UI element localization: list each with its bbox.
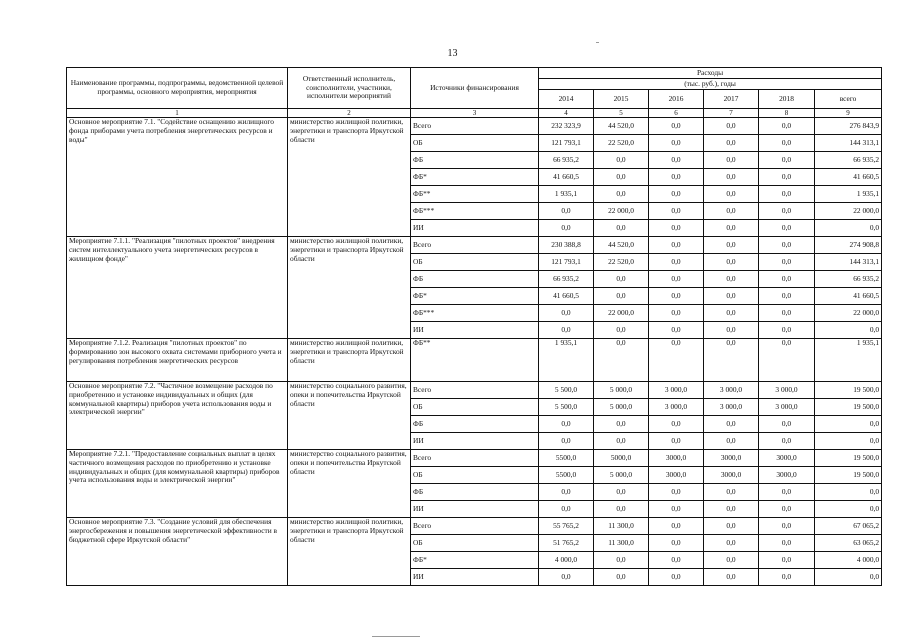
funding-source: ИИ — [411, 220, 539, 237]
funding-source: ФБ** — [411, 186, 539, 203]
year-value: 0,0 — [759, 203, 815, 220]
header-expenses: Расходы — [539, 68, 882, 79]
table-row — [67, 237, 882, 254]
year-value: 0,0 — [649, 569, 704, 586]
year-value: 3000,0 — [649, 467, 704, 484]
year-value: 0,0 — [649, 254, 704, 271]
year-value: 0,0 — [759, 518, 815, 535]
year-value: 0,0 — [704, 254, 759, 271]
year-value: 0,0 — [594, 501, 649, 518]
activity-name: Основное мероприятие 7.1. "Содействие оснащению жилищного фонда приборами учета потребления энергетических ресурсов и воды" — [67, 118, 288, 237]
funding-source: ФБ — [411, 271, 539, 288]
funding-source: ИИ — [411, 322, 539, 339]
total-value: 22 000,0 — [815, 203, 882, 220]
year-value: 0,0 — [539, 203, 594, 220]
year-value: 0,0 — [649, 552, 704, 569]
year-value: 44 520,0 — [594, 237, 649, 254]
year-value: 11 300,0 — [594, 518, 649, 535]
header-source: Источники финансирования — [411, 68, 539, 109]
year-value: 0,0 — [594, 484, 649, 501]
year-value: 0,0 — [594, 271, 649, 288]
year-value: 0,0 — [704, 152, 759, 169]
column-index: 1 — [67, 109, 288, 118]
year-value: 0,0 — [704, 186, 759, 203]
year-value: 3 000,0 — [649, 399, 704, 416]
year-value: 0,0 — [704, 288, 759, 305]
year-value: 22 520,0 — [594, 254, 649, 271]
year-value: 0,0 — [539, 501, 594, 518]
year-value: 0,0 — [759, 339, 815, 382]
year-value: 0,0 — [759, 484, 815, 501]
total-value: 19 500,0 — [815, 399, 882, 416]
year-value: 0,0 — [759, 552, 815, 569]
year-value: 0,0 — [759, 186, 815, 203]
total-value: 67 065,2 — [815, 518, 882, 535]
year-value: 41 660,5 — [539, 169, 594, 186]
year-value: 0,0 — [594, 569, 649, 586]
total-value: 1 935,1 — [815, 186, 882, 203]
funding-source: ФБ* — [411, 169, 539, 186]
total-value: 274 908,8 — [815, 237, 882, 254]
expenses-table — [66, 67, 882, 586]
year-value: 3000,0 — [704, 467, 759, 484]
year-value: 0,0 — [704, 535, 759, 552]
total-value: 22 000,0 — [815, 305, 882, 322]
year-value: 55 765,2 — [539, 518, 594, 535]
activity-name: Основное мероприятие 7.2. "Частичное возмещение расходов по приобретению и установке индивидуальных и общих (для коммунальной квартиры) приборов учета использования воды и электрической энергии" — [67, 382, 288, 450]
total-value: 1 935,1 — [815, 339, 882, 382]
year-value: 0,0 — [704, 169, 759, 186]
total-value: 0,0 — [815, 416, 882, 433]
year-value: 5 000,0 — [594, 467, 649, 484]
funding-source: ФБ* — [411, 552, 539, 569]
funding-source: ОБ — [411, 535, 539, 552]
year-value: 5500,0 — [539, 467, 594, 484]
total-value: 0,0 — [815, 484, 882, 501]
funding-source: ОБ — [411, 467, 539, 484]
activity-name: Мероприятие 7.1.1. "Реализация "пилотных проектов" внедрения систем интеллектуального учета энергетических ресурсов в жилищном фонде" — [67, 237, 288, 339]
year-value: 0,0 — [594, 322, 649, 339]
header-executor: Ответственный исполнитель, соисполнители, участники, исполнители мероприятий — [288, 68, 411, 109]
year-value: 66 935,2 — [539, 271, 594, 288]
year-value: 0,0 — [649, 339, 704, 382]
year-value: 51 765,2 — [539, 535, 594, 552]
year-value: 0,0 — [704, 271, 759, 288]
year-value: 0,0 — [704, 237, 759, 254]
executor-name: министерство социального развития, опеки и попечительства Иркутской области — [288, 450, 411, 518]
total-value: 276 843,9 — [815, 118, 882, 135]
year-value: 1 935,1 — [539, 339, 594, 382]
year-value: 0,0 — [594, 416, 649, 433]
year-value: 0,0 — [704, 484, 759, 501]
total-value: 0,0 — [815, 433, 882, 450]
year-value: 0,0 — [759, 288, 815, 305]
funding-source: ФБ** — [411, 339, 539, 382]
year-value: 0,0 — [759, 535, 815, 552]
year-value: 44 520,0 — [594, 118, 649, 135]
year-value: 0,0 — [649, 152, 704, 169]
table-row — [67, 118, 882, 135]
funding-source: ИИ — [411, 569, 539, 586]
funding-source: ФБ*** — [411, 305, 539, 322]
year-value: 0,0 — [704, 552, 759, 569]
executor-name: министерство жилищной политики, энергетики и транспорта Иркутской области — [288, 237, 411, 339]
total-value: 66 935,2 — [815, 271, 882, 288]
year-value: 5500,0 — [539, 450, 594, 467]
funding-source: ИИ — [411, 433, 539, 450]
year-value: 0,0 — [539, 433, 594, 450]
year-value: 4 000,0 — [539, 552, 594, 569]
year-value: 66 935,2 — [539, 152, 594, 169]
year-value: 0,0 — [704, 203, 759, 220]
funding-source: ФБ — [411, 416, 539, 433]
header-units: (тыс. руб.), годы — [539, 79, 882, 90]
year-value: 22 520,0 — [594, 135, 649, 152]
year-value: 0,0 — [649, 237, 704, 254]
year-value: 0,0 — [649, 305, 704, 322]
year-value: 0,0 — [759, 169, 815, 186]
total-value: 4 000,0 — [815, 552, 882, 569]
scan-mark — [596, 42, 599, 43]
funding-source: ФБ — [411, 152, 539, 169]
year-value: 0,0 — [649, 518, 704, 535]
total-value: 144 313,1 — [815, 254, 882, 271]
year-value: 0,0 — [649, 501, 704, 518]
year-value: 0,0 — [539, 416, 594, 433]
year-value: 11 300,0 — [594, 535, 649, 552]
year-value: 3 000,0 — [704, 399, 759, 416]
table-row — [67, 382, 882, 399]
year-value: 0,0 — [539, 220, 594, 237]
table-row — [67, 518, 882, 535]
year-value: 3000,0 — [704, 450, 759, 467]
scan-mark — [372, 636, 420, 637]
year-value: 0,0 — [759, 135, 815, 152]
table-row — [67, 450, 882, 467]
year-value: 41 660,5 — [539, 288, 594, 305]
year-value: 3000,0 — [649, 450, 704, 467]
year-value: 3000,0 — [759, 467, 815, 484]
total-value: 0,0 — [815, 501, 882, 518]
year-value: 0,0 — [649, 484, 704, 501]
year-value: 121 793,1 — [539, 254, 594, 271]
year-value: 0,0 — [759, 501, 815, 518]
year-value: 121 793,1 — [539, 135, 594, 152]
year-value: 22 000,0 — [594, 203, 649, 220]
year-value: 0,0 — [649, 271, 704, 288]
year-value: 0,0 — [759, 569, 815, 586]
year-value: 0,0 — [539, 484, 594, 501]
year-value: 0,0 — [539, 305, 594, 322]
year-value: 0,0 — [594, 288, 649, 305]
funding-source: ФБ* — [411, 288, 539, 305]
year-value: 5 500,0 — [539, 399, 594, 416]
year-value: 0,0 — [594, 186, 649, 203]
executor-name: министерство жилищной политики, энергетики и транспорта Иркутской области — [288, 118, 411, 237]
column-index: 9 — [815, 109, 882, 118]
funding-source: Всего — [411, 518, 539, 535]
funding-source: Всего — [411, 450, 539, 467]
total-value: 63 065,2 — [815, 535, 882, 552]
year-value: 5 000,0 — [594, 399, 649, 416]
year-value: 0,0 — [539, 569, 594, 586]
column-index: 4 — [539, 109, 594, 118]
table-body — [67, 118, 882, 586]
year-value: 232 323,9 — [539, 118, 594, 135]
year-value: 0,0 — [649, 186, 704, 203]
year-value: 3 000,0 — [759, 382, 815, 399]
year-value: 0,0 — [704, 518, 759, 535]
column-index: 7 — [704, 109, 759, 118]
header-year: 2017 — [704, 90, 759, 109]
year-value: 0,0 — [704, 433, 759, 450]
year-value: 0,0 — [759, 416, 815, 433]
column-index: 2 — [288, 109, 411, 118]
activity-name: Основное мероприятие 7.3. "Создание условий для обеспечения энергосбережения и повышения энергетической эффективности в бюджетной сфере Иркутской области" — [67, 518, 288, 586]
year-value: 0,0 — [704, 416, 759, 433]
year-value: 0,0 — [649, 322, 704, 339]
year-value: 0,0 — [704, 135, 759, 152]
total-value: 19 500,0 — [815, 467, 882, 484]
funding-source: Всего — [411, 382, 539, 399]
year-value: 0,0 — [759, 237, 815, 254]
total-value: 144 313,1 — [815, 135, 882, 152]
funding-source: ФБ — [411, 484, 539, 501]
header-year: 2015 — [594, 90, 649, 109]
year-value: 0,0 — [649, 118, 704, 135]
year-value: 0,0 — [759, 322, 815, 339]
total-value: 41 660,5 — [815, 169, 882, 186]
total-value: 19 500,0 — [815, 450, 882, 467]
year-value: 0,0 — [704, 501, 759, 518]
year-value: 0,0 — [759, 305, 815, 322]
activity-name: Мероприятие 7.1.2. Реализация "пилотных проектов" по формированию зон высокого охвата системами приборного учета и регулирования потребления энергетических ресурсов — [67, 339, 288, 382]
total-value: 66 935,2 — [815, 152, 882, 169]
year-value: 0,0 — [704, 339, 759, 382]
total-value: 0,0 — [815, 322, 882, 339]
year-value: 3 000,0 — [704, 382, 759, 399]
executor-name: министерство жилищной политики, энергетики и транспорта Иркутской области — [288, 339, 411, 382]
year-value: 0,0 — [759, 152, 815, 169]
year-value: 0,0 — [649, 288, 704, 305]
year-value: 0,0 — [594, 152, 649, 169]
funding-source: ОБ — [411, 135, 539, 152]
year-value: 0,0 — [594, 552, 649, 569]
activity-name: Мероприятие 7.2.1. "Предоставление социальных выплат в целях частичного возмещения расходов по приобретению и установке индивидуальных и общих (для коммунальной квартиры) приборов учета использования воды и электрической энергии" — [67, 450, 288, 518]
funding-source: ОБ — [411, 254, 539, 271]
column-index: 8 — [759, 109, 815, 118]
year-value: 230 388,8 — [539, 237, 594, 254]
year-value: 0,0 — [704, 569, 759, 586]
year-value: 0,0 — [594, 339, 649, 382]
header-name: Наименование программы, подпрограммы, ведомственной целевой программы, основного мероприятия, мероприятия — [67, 68, 288, 109]
header-total: всего — [815, 90, 882, 109]
year-value: 0,0 — [649, 535, 704, 552]
year-value: 3 000,0 — [649, 382, 704, 399]
year-value: 0,0 — [759, 118, 815, 135]
year-value: 5 000,0 — [594, 382, 649, 399]
year-value: 0,0 — [649, 169, 704, 186]
funding-source: Всего — [411, 237, 539, 254]
funding-source: ОБ — [411, 399, 539, 416]
year-value: 0,0 — [759, 271, 815, 288]
year-value: 5 500,0 — [539, 382, 594, 399]
page-number: 13 — [447, 48, 458, 59]
year-value: 0,0 — [649, 203, 704, 220]
year-value: 0,0 — [704, 118, 759, 135]
column-index-row — [67, 109, 882, 118]
total-value: 41 660,5 — [815, 288, 882, 305]
total-value: 0,0 — [815, 569, 882, 586]
year-value: 0,0 — [704, 220, 759, 237]
year-value: 0,0 — [704, 322, 759, 339]
total-value: 0,0 — [815, 220, 882, 237]
header-year: 2014 — [539, 90, 594, 109]
year-value: 22 000,0 — [594, 305, 649, 322]
year-value: 1 935,1 — [539, 186, 594, 203]
year-value: 0,0 — [759, 433, 815, 450]
year-value: 0,0 — [759, 220, 815, 237]
year-value: 0,0 — [649, 220, 704, 237]
year-value: 3 000,0 — [759, 399, 815, 416]
executor-name: министерство жилищной политики, энергетики и транспорта Иркутской области — [288, 518, 411, 586]
year-value: 0,0 — [594, 169, 649, 186]
year-value: 0,0 — [649, 433, 704, 450]
column-index: 5 — [594, 109, 649, 118]
total-value: 19 500,0 — [815, 382, 882, 399]
header-year: 2016 — [649, 90, 704, 109]
year-value: 0,0 — [539, 322, 594, 339]
executor-name: министерство социального развития, опеки и попечительства Иркутской области — [288, 382, 411, 450]
year-value: 3000,0 — [759, 450, 815, 467]
column-index: 3 — [411, 109, 539, 118]
funding-source: ИИ — [411, 501, 539, 518]
funding-source: Всего — [411, 118, 539, 135]
year-value: 0,0 — [759, 254, 815, 271]
header-year: 2018 — [759, 90, 815, 109]
year-value: 0,0 — [594, 433, 649, 450]
table-row — [67, 339, 882, 382]
year-value: 0,0 — [704, 305, 759, 322]
column-index: 6 — [649, 109, 704, 118]
year-value: 0,0 — [649, 135, 704, 152]
funding-source: ФБ*** — [411, 203, 539, 220]
year-value: 0,0 — [649, 416, 704, 433]
year-value: 5000,0 — [594, 450, 649, 467]
year-value: 0,0 — [594, 220, 649, 237]
